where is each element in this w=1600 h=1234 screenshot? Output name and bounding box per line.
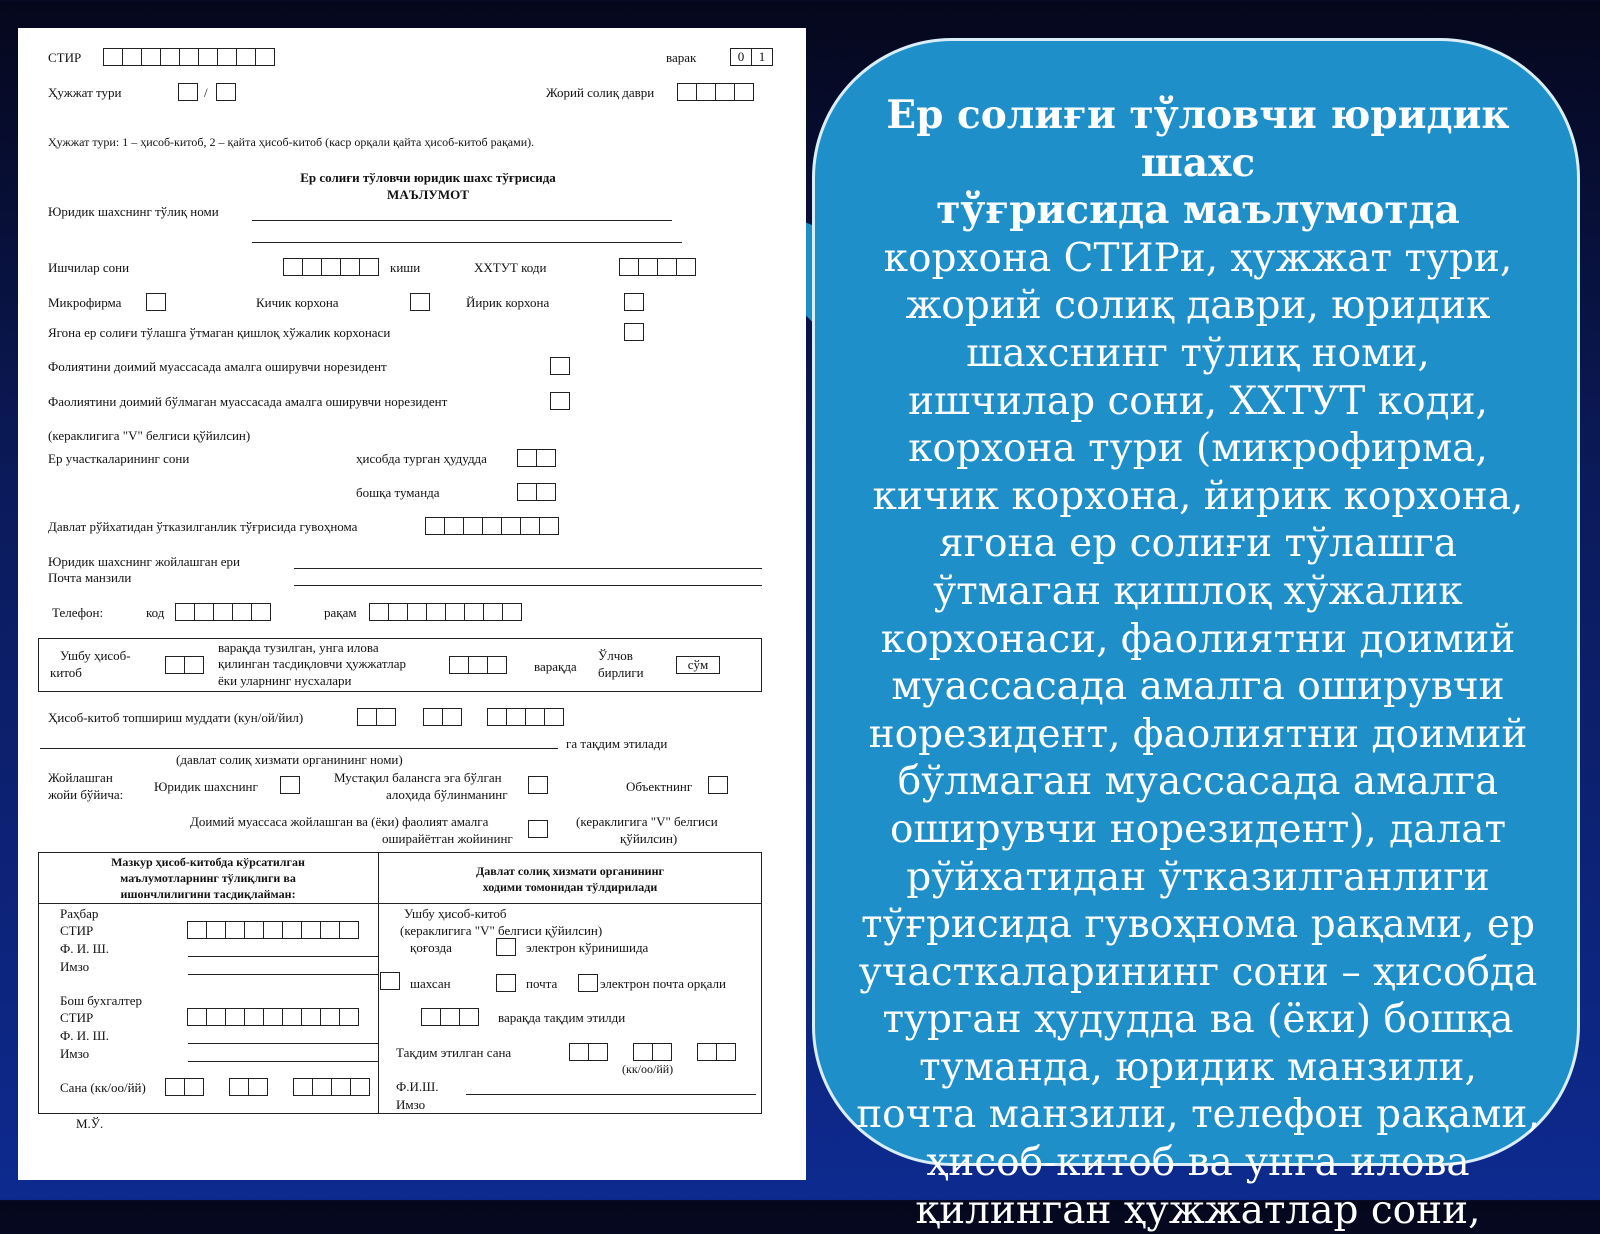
callout-title-2: тўғрисида маълумотда: [936, 187, 1460, 234]
pages-submitted-input[interactable]: [422, 1008, 479, 1026]
authority-note: (давлат солиқ хизмати органининг номи): [176, 752, 403, 767]
deadline-month-input[interactable]: [424, 708, 462, 726]
farm-label: Ягона ер солиғи тўлашга ўтмаган қишлоқ хўжалик корхонаси: [48, 325, 391, 340]
callout-line: ишчилар сони, ХХТУТ коди,: [908, 378, 1488, 424]
head-fio-label: Ф. И. Ш.: [60, 941, 110, 956]
submit-date-day-input[interactable]: [570, 1043, 608, 1061]
this-report-label: Ушбу ҳисоб-китоб: [404, 906, 507, 921]
v-note-submit: (кераклигига "V" белгиси қўйилсин): [400, 923, 603, 938]
perm-est-checkbox[interactable]: [528, 820, 548, 838]
state-reg-input[interactable]: [426, 517, 559, 535]
stir-input[interactable]: [104, 48, 275, 66]
postal-label: Почта манзили: [48, 570, 132, 585]
accountant-label: Бош бухгалтер: [60, 993, 142, 1008]
phone-number-label: рақам: [324, 605, 357, 620]
phone-code-label: код: [146, 605, 165, 620]
by-email-label: электрон почта орқали: [600, 976, 726, 991]
accountant-signature-field[interactable]: [188, 1061, 378, 1062]
varak-label: варак: [666, 50, 697, 65]
nonres-permanent-label: Фолиятини доимий муассасада амалга оширувчи норезидент: [48, 359, 387, 374]
head-signature-field[interactable]: [188, 974, 378, 975]
callout-title-1: Ер солиғи тўловчи юридик шахс: [886, 92, 1510, 186]
callout-line: участкаларининг сони – ҳисобда: [858, 949, 1538, 995]
separate-label-2: алоҳида бўлинманинг: [386, 787, 508, 802]
submit-date-year-input[interactable]: [698, 1043, 736, 1061]
full-name-field[interactable]: [252, 220, 672, 221]
nonres-nonpermanent-checkbox[interactable]: [550, 392, 570, 410]
accountant-stir-label: СТИР: [60, 1010, 94, 1025]
on-paper-checkbox[interactable]: [496, 938, 516, 956]
date-year-input[interactable]: [294, 1078, 370, 1096]
attachments-input[interactable]: [450, 656, 507, 674]
kishi-label: киши: [390, 260, 421, 275]
callout-line: қилинган ҳужжатлар сони,: [915, 1187, 1481, 1233]
confirm-1: Мазкур ҳисоб-китобда кўрсатилган: [111, 855, 305, 869]
postal-field[interactable]: [294, 585, 762, 586]
confirm-3: ишончлилигини тасдиқлайман:: [120, 887, 296, 901]
doc-type-note: Ҳужжат тури: 1 – ҳисоб-китоб, 2 – қайта ҳисоб-китоб (каср орқали қайта ҳисоб-китоб рақами).: [48, 135, 535, 149]
current-period-input[interactable]: [678, 83, 754, 101]
plots-label: Ер участкаларининг сони: [48, 451, 190, 466]
v-note-perm-2: қўйилсин): [620, 831, 678, 846]
head-signature-label: Имзо: [60, 959, 90, 974]
doc-type-box-2[interactable]: [216, 83, 236, 101]
varakda-label: варақда: [534, 659, 577, 674]
on-paper-label: қоғозда: [410, 940, 452, 955]
callout-text: [838, 92, 1558, 1234]
unit-label-1: Ўлчов: [598, 648, 633, 663]
object-label: Объектнинг: [626, 779, 693, 794]
by-mail-label: почта: [526, 976, 558, 991]
submit-date-label: Тақдим этилган сана: [396, 1045, 512, 1060]
current-period-label: Жорий солиқ даври: [546, 85, 655, 100]
stir-label: СТИР: [48, 50, 82, 65]
callout-line: тўғрисида гувоҳнома рақами, ер: [861, 902, 1535, 948]
callout-line: ҳисоб-китоб ва унга илова: [926, 1140, 1470, 1186]
form-title: Ер солиғи тўловчи юридик шахс тўғрисида: [300, 170, 556, 185]
form-title-2: МАЪЛУМОТ: [387, 187, 469, 202]
tax-officer-2: ходими томонидан тўлдирилади: [482, 880, 658, 894]
workers-label: Ишчилар сони: [48, 260, 130, 275]
microfirm-label: Микрофирма: [48, 295, 122, 310]
callout-line: бўлмаган муассасада амалга: [897, 759, 1499, 805]
workers-input[interactable]: [284, 258, 379, 276]
callout-line: муассасада амалга оширувчи: [891, 664, 1505, 710]
by-mail-checkbox[interactable]: [578, 974, 598, 992]
head-label: Раҳбар: [60, 906, 99, 921]
head-stir-input[interactable]: [188, 921, 359, 939]
in-person-checkbox[interactable]: [496, 974, 516, 992]
unit-value: сўм: [676, 656, 720, 674]
pages-submitted-label: варақда тақдим этилди: [498, 1010, 626, 1025]
callout-line: кичик корхона, йирик корхона,: [872, 473, 1524, 519]
legal-entity-checkbox[interactable]: [280, 776, 300, 794]
callout-line: ягона ер солиғи тўлашга: [939, 521, 1457, 567]
officer-fio-field[interactable]: [466, 1094, 756, 1095]
plots-in-region-input[interactable]: [518, 449, 556, 467]
tax-officer-1: Давлат солиқ хизмати органининг: [476, 864, 664, 878]
date-day-input[interactable]: [166, 1078, 204, 1096]
v-note-perm-1: (кераклигига "V" белгиси: [576, 814, 718, 829]
submit-deadline-label: Ҳисоб-китоб топшириш муддати (кун/ой/йил): [48, 710, 304, 725]
doc-type-slash: /: [204, 85, 208, 100]
authority-field[interactable]: [40, 748, 558, 749]
varak-digit-2[interactable]: 1: [751, 48, 773, 66]
in-person-label: шахсан: [410, 976, 451, 991]
farm-checkbox[interactable]: [624, 323, 644, 341]
table-divider: [378, 852, 379, 1114]
microfirm-checkbox[interactable]: [146, 293, 166, 311]
location-field[interactable]: [294, 568, 762, 569]
separate-checkbox[interactable]: [528, 776, 548, 794]
object-checkbox[interactable]: [708, 776, 728, 794]
perm-est-label-2: оширайётган жойининг: [382, 831, 513, 846]
phone-label: Телефон:: [52, 605, 104, 620]
small-enterprise-label: Кичик корхона: [256, 295, 339, 310]
callout-line: почта манзили, телефон рақами,: [856, 1092, 1540, 1138]
perm-est-label-1: Доимий муассаса жойлашган ва (ёки) фаолият амалга: [190, 814, 489, 829]
okonh-label: ХХТУТ коди: [474, 260, 547, 275]
small-enterprise-checkbox[interactable]: [410, 293, 430, 311]
plots-other-input[interactable]: [518, 483, 556, 501]
plots-in-region-label: ҳисобда турган ҳудудда: [356, 451, 487, 466]
tax-form-page: [18, 28, 806, 1180]
table-header-rule: [38, 903, 762, 904]
accountant-signature-label: Имзо: [60, 1046, 90, 1061]
location-label: Юридик шахснинг жойлашган ери: [48, 554, 241, 569]
confirm-2: маълумотларнинг тўлиқлиги ва: [120, 871, 296, 885]
callout-line: корхонаси, фаолиятни доимий: [880, 616, 1516, 662]
large-enterprise-label: Йирик корхона: [466, 295, 550, 310]
separate-label-1: Мустақил балансга эга бўлган: [334, 770, 502, 785]
doc-type-label: Ҳужжат тури: [48, 85, 122, 100]
unit-label-2: бирлиги: [598, 665, 644, 680]
report-label-1: Ушбу ҳисоб-: [60, 648, 131, 663]
doc-type-box-1[interactable]: [178, 83, 198, 101]
in-person-marker: [380, 972, 400, 990]
officer-fio-label: Ф.И.Ш.: [396, 1079, 439, 1094]
accountant-fio-field[interactable]: [188, 1043, 378, 1044]
okonh-input[interactable]: [620, 258, 696, 276]
report-mid-1: варақда тузилган, унга илова: [218, 640, 379, 655]
report-label-2: китоб: [50, 665, 82, 680]
callout-line: норезидент, фаолиятни доимий: [868, 711, 1528, 757]
date-label: Сана (кк/оо/йй): [60, 1080, 146, 1095]
accountant-fio-label: Ф. И. Ш.: [60, 1028, 110, 1043]
full-name-label: Юридик шахснинг тўлиқ номи: [48, 204, 219, 219]
deadline-year-input[interactable]: [488, 708, 564, 726]
phone-code-input[interactable]: [176, 603, 271, 621]
state-reg-label: Давлат рўйхатидан ўтказилганлик тўғрисида гувоҳнома: [48, 519, 358, 534]
head-stir-label: СТИР: [60, 923, 94, 938]
varak-digit-1[interactable]: 0: [730, 48, 752, 66]
full-name-field-2[interactable]: [252, 242, 682, 243]
callout-line: оширувчи норезидент), далат: [889, 806, 1507, 852]
plots-other-label: бошқа туманда: [356, 485, 440, 500]
callout-line: ўтмаган қишлоқ хўжалик: [933, 568, 1463, 614]
nonres-nonpermanent-label: Фаолиятини доимий бўлмаган муассасада амалга оширувчи норезидент: [48, 394, 448, 409]
ga-taqdim-label: га тақдим этилади: [566, 736, 668, 751]
accountant-stir-input[interactable]: [188, 1008, 359, 1026]
date-month-input[interactable]: [230, 1078, 268, 1096]
submit-date-month-input[interactable]: [634, 1043, 672, 1061]
callout-line: шахснинг тўлиқ номи,: [966, 330, 1430, 376]
deadline-day-input[interactable]: [358, 708, 396, 726]
by-location-2: жойи бўйича:: [48, 787, 124, 802]
callout-line: рўйхатидан ўтказилганлиги: [906, 854, 1490, 900]
nonres-permanent-checkbox[interactable]: [550, 357, 570, 375]
date-format-note: (кк/оо/йй): [622, 1062, 674, 1076]
report-mid-2: қилинган тасдиқловчи ҳужжатлар: [218, 656, 406, 671]
officer-signature-label: Имзо: [396, 1097, 426, 1112]
callout-line: корхона СТИРи, ҳужжат тури,: [883, 235, 1513, 281]
legal-entity-label: Юридик шахснинг: [154, 779, 258, 794]
callout-line: турган ҳудудда ва (ёки) бошқа: [882, 997, 1514, 1043]
head-fio-field[interactable]: [188, 956, 378, 957]
callout-line: туманда, юридик манзили,: [919, 1044, 1477, 1090]
callout-line: корхона тури (микрофирма,: [908, 426, 1488, 472]
report-mid-3: ёки уларнинг нусхалари: [218, 673, 352, 688]
v-note: (кераклигига "V" белгиси қўйилсин): [48, 428, 251, 443]
by-location-1: Жойлашган: [48, 770, 113, 785]
report-pages-input[interactable]: [166, 656, 204, 674]
electronic-label: электрон кўринишида: [526, 940, 649, 955]
phone-number-input[interactable]: [370, 603, 522, 621]
large-enterprise-checkbox[interactable]: [624, 293, 644, 311]
stamp-label: М.Ў.: [76, 1116, 104, 1131]
callout-line: жорий солиқ даври, юридик: [905, 283, 1491, 329]
